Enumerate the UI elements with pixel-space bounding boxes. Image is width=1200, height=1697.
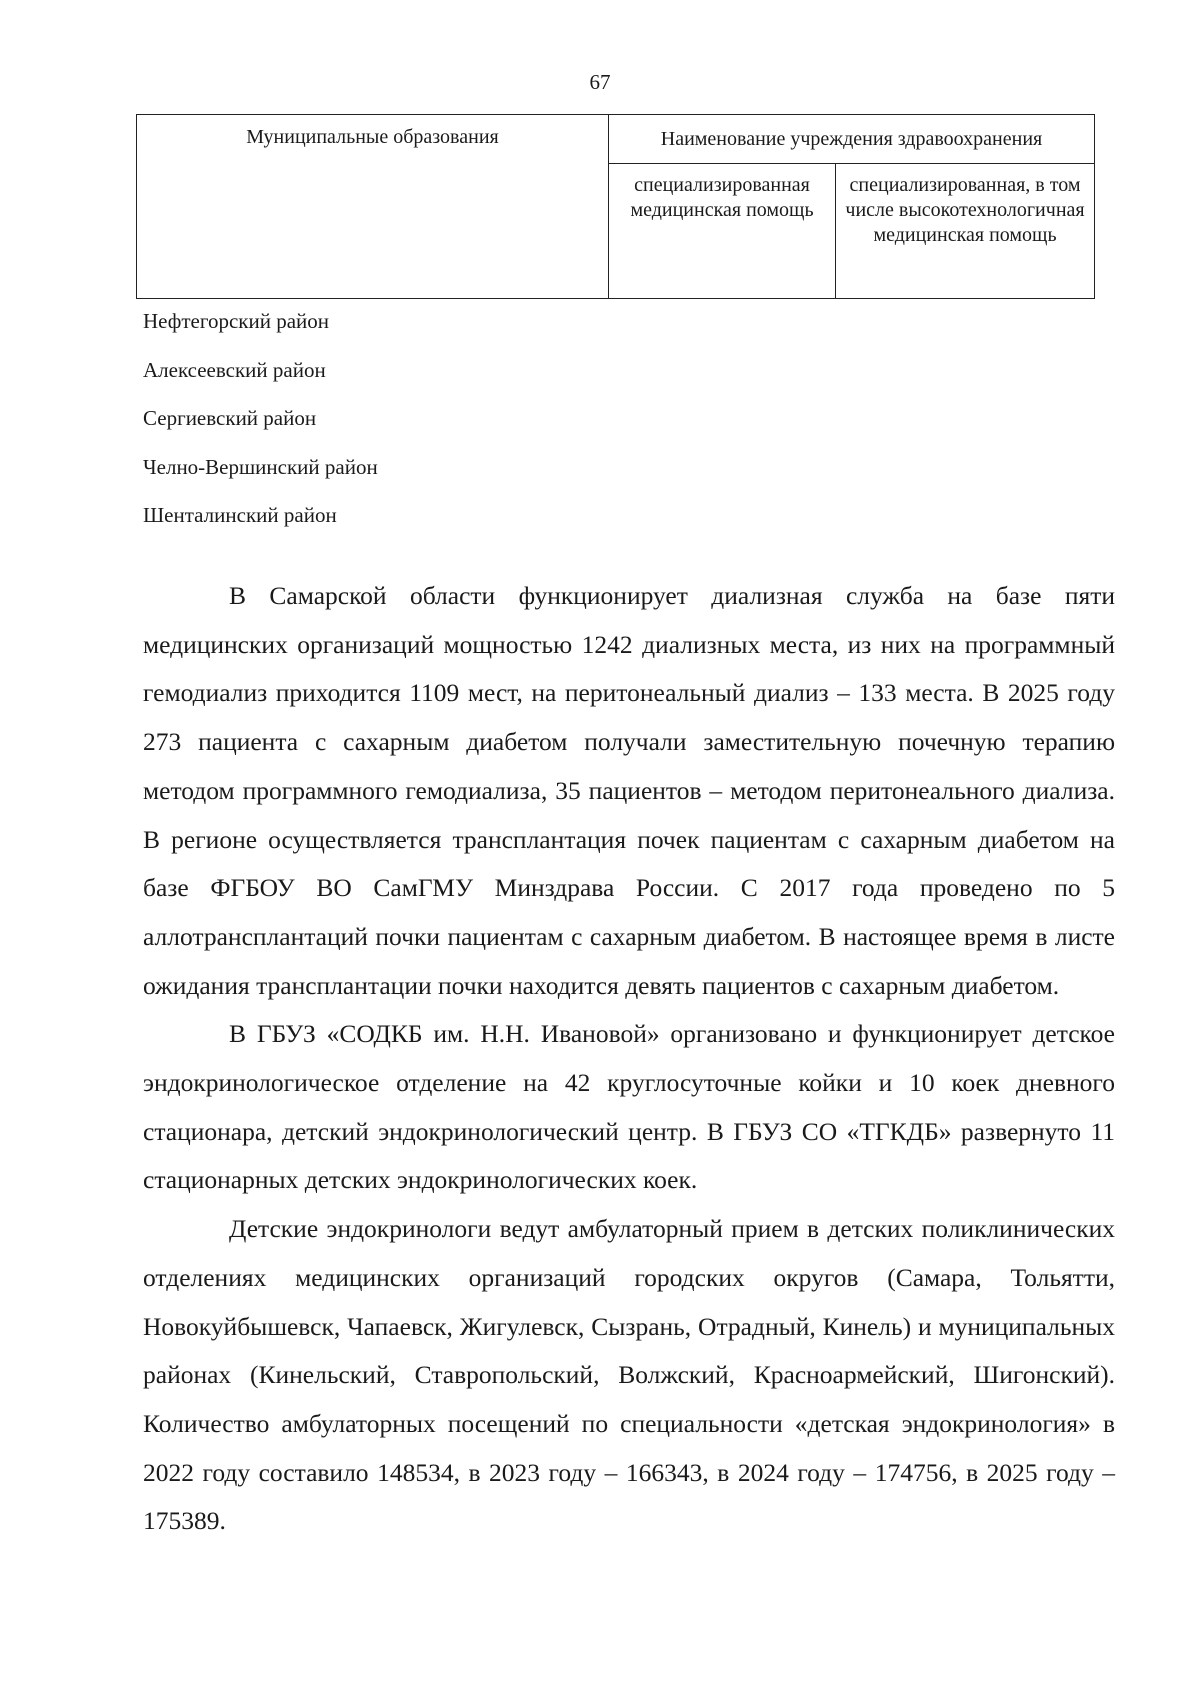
paragraph-endocrinology-department: В ГБУЗ «СОДКБ им. Н.Н. Ивановой» организовано и функционирует детское эндокринологическое отделение на 42 круглосуточные койки и 10 коек дневного стационара, детский эндокринологический центр. В ГБУЗ СО «ТГКДБ» развернуто 11 стационарных детских эндокринологических коек. bbox=[143, 1019, 1115, 1195]
page-number: 67 bbox=[589, 70, 611, 94]
header-municipal: Муниципальные образования bbox=[137, 115, 609, 299]
district-item: Челно-Вершинский район bbox=[143, 454, 378, 479]
paragraph-outpatient-visits: Детские эндокринологи ведут амбулаторный прием в детских поликлинических отделениях медицинских организаций городских округов (Самара, Тольятти, Новокуйбышевск, Чапаевск, Жигулевск, Сызрань, Отрадный, Кинель) и муниципальных районах (Кинельский, Ставропольский, Волжский, Красноармейский, Шигонский). Количество амбулаторных посещений по специальности «детская эндокринология» в 2022 году составило 148534, в 2023 году – 166343, в 2024 году – 174756, в 2025 году – 175389. bbox=[143, 1214, 1115, 1536]
district-item: Нефтегорский район bbox=[143, 309, 329, 333]
body-text bbox=[143, 572, 1115, 1546]
district-list bbox=[143, 306, 378, 549]
header-specialized: специализированная медицинская помощь bbox=[609, 164, 836, 299]
district-item: Сергиевский район bbox=[143, 406, 317, 430]
district-item: Алексеевский район bbox=[143, 357, 326, 382]
header-high-tech: специализированная, в том числе высокотехнологичная медицинская помощь bbox=[836, 164, 1095, 299]
district-item: Шенталинский район bbox=[143, 503, 337, 527]
header-institution: Наименование учреждения здравоохранения bbox=[609, 115, 1095, 164]
table-header bbox=[136, 114, 1095, 299]
paragraph-dialysis: В Самарской области функционирует диализная служба на базе пяти медицинских организаций мощностью 1242 диализных места, из них на программный гемодиализ приходится 1109 мест, на перитонеальный диализ – 133 места. В 2025 году 273 пациента с сахарным диабетом получали заместительную почечную терапию методом программного гемодиализа, 35 пациентов – методом перитонеального диализа. В регионе осуществляется трансплантация почек пациентам с сахарным диабетом на базе ФГБОУ ВО СамГМУ Минздрава России. С 2017 года проведено по 5 аллотрансплантаций почки пациентам с сахарным диабетом. В настоящее время в листе ожидания трансплантации почки находится девять пациентов с сахарным диабетом. bbox=[143, 581, 1115, 1000]
